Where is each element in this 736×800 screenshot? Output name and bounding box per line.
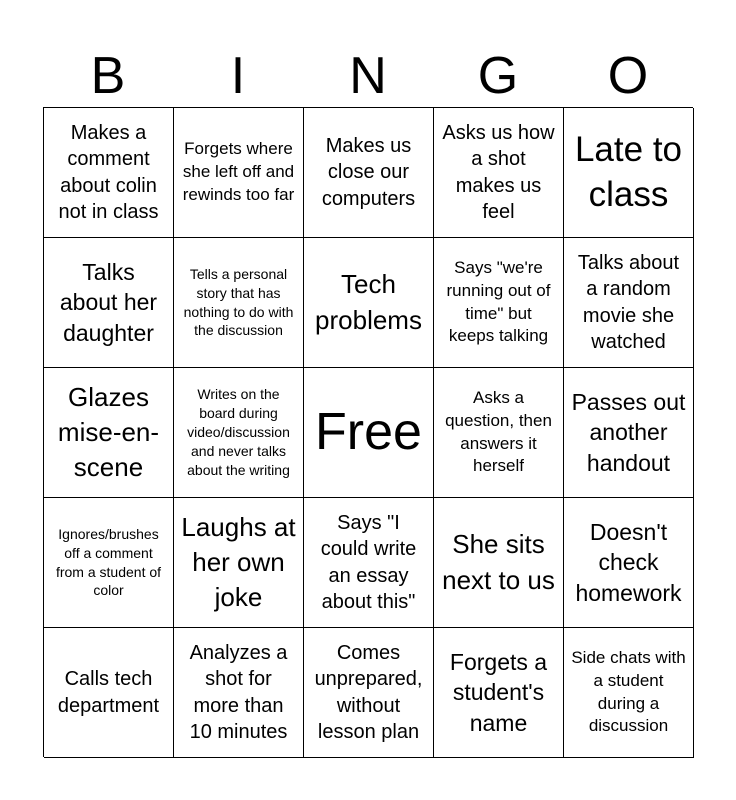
bingo-cell[interactable]: Says "we're running out of time" but keeps talking	[434, 238, 564, 368]
bingo-cell[interactable]: Comes unprepared, without lesson plan	[304, 628, 434, 758]
bingo-cell[interactable]: Asks us how a shot makes us feel	[434, 108, 564, 238]
bingo-cell[interactable]: Talks about her daughter	[44, 238, 174, 368]
bingo-cell[interactable]: Forgets a student's name	[434, 628, 564, 758]
bingo-cell[interactable]: Talks about a random movie she watched	[564, 238, 694, 368]
bingo-cell[interactable]: Passes out another handout	[564, 368, 694, 498]
bingo-cell[interactable]: Late to class	[564, 108, 694, 238]
bingo-cell[interactable]: Tech problems	[304, 238, 434, 368]
bingo-cell[interactable]: Ignores/brushes off a comment from a student of color	[44, 498, 174, 628]
bingo-cell[interactable]: Says "I could write an essay about this"	[304, 498, 434, 628]
bingo-cell[interactable]: She sits next to us	[434, 498, 564, 628]
header-letter-g: G	[477, 47, 519, 105]
header-letter-n: N	[349, 47, 387, 105]
bingo-cell[interactable]: Analyzes a shot for more than 10 minutes	[174, 628, 304, 758]
bingo-cell[interactable]: Asks a question, then answers it herself	[434, 368, 564, 498]
bingo-cell[interactable]: Side chats with a student during a discussion	[564, 628, 694, 758]
bingo-cell[interactable]: Tells a personal story that has nothing to do with the discussion	[174, 238, 304, 368]
header-letter-b: B	[90, 47, 126, 105]
bingo-header	[43, 46, 693, 106]
bingo-cell[interactable]: Calls tech department	[44, 628, 174, 758]
header-letter-o: O	[607, 47, 649, 105]
bingo-cell[interactable]: Forgets where she left off and rewinds too far	[174, 108, 304, 238]
bingo-grid	[43, 107, 693, 757]
bingo-cell[interactable]: Doesn't check homework	[564, 498, 694, 628]
bingo-cell[interactable]: Writes on the board during video/discussion and never talks about the writing	[174, 368, 304, 498]
bingo-cell[interactable]: Glazes mise-en-scene	[44, 368, 174, 498]
bingo-cell[interactable]: Laughs at her own joke	[174, 498, 304, 628]
bingo-cell[interactable]: Makes us close our computers	[304, 108, 434, 238]
header-letter-i: I	[230, 47, 246, 105]
bingo-cell[interactable]: Makes a comment about colin not in class	[44, 108, 174, 238]
free-space[interactable]: Free	[304, 368, 434, 498]
